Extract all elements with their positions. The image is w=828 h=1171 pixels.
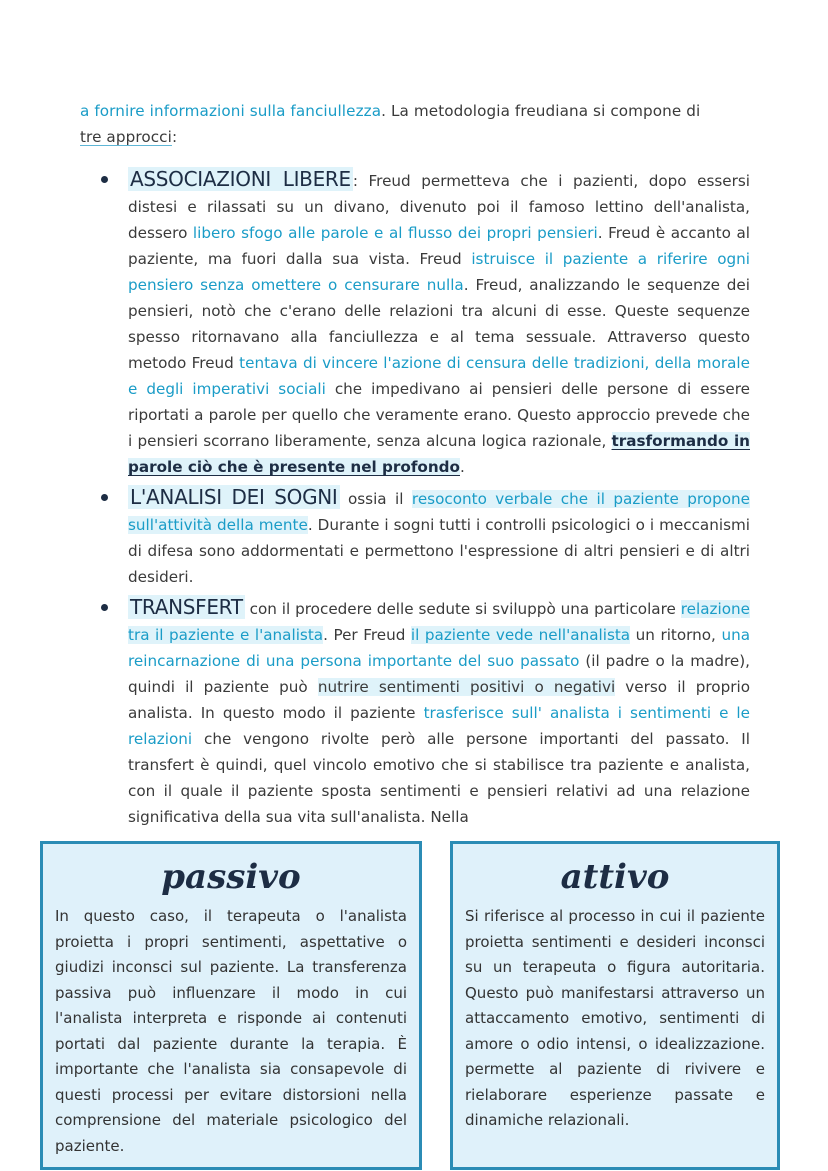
bullet-associazioni-libere [128, 166, 750, 480]
bullet-text: con il procedere delle sedute si sviluppò una particolare [244, 600, 681, 618]
bullet-dot [101, 494, 108, 501]
bullet-heading: ASSOCIAZIONI LIBERE [130, 167, 351, 191]
bullet-text: ossia il [339, 490, 412, 508]
bullet-highlight: il paziente vede nell'analista [410, 626, 631, 644]
bullet-heading: TRANSFERT [130, 595, 243, 619]
bullet-text: . Durante i sogni tutti i controlli psicologici o i meccanismi di difesa sono addormentati e permettono l'espressione di altri pensieri e di altri desideri. [128, 516, 750, 586]
intro-paragraph [80, 98, 750, 150]
bullet-highlight: resoconto verbale che il paziente propone sull'attività della mente [128, 490, 750, 534]
bullet-highlight: una reincarnazione di una persona importante del suo passato [128, 626, 750, 670]
bullet-list-1 [128, 166, 750, 480]
bullet-transfert [128, 594, 750, 830]
box-passivo [40, 841, 422, 1170]
bullet-highlight: trasferisce sull' analista i sentimenti e le relazioni [128, 704, 750, 748]
bullet-heading: L'ANALISI DEI SOGNI [130, 485, 338, 509]
box-title: passivo [161, 857, 301, 897]
intro-colon: : [171, 128, 178, 146]
bullet-list-3 [128, 594, 750, 830]
box-text: In questo caso, il terapeuta o l'analista proietta i propri sentimenti, aspettative o giudizi inconsci sul paziente. La transferenza passiva può influenzare il modo in cui l'analista interpreta e risponde ai contenuti portati dal paziente durante la terapia. È importante che l'analista sia consapevole di questi processi per evitare distorsioni nella comprensione del materiale psicologico del paziente. [55, 907, 407, 1155]
box-text: Si riferisce al processo in cui il paziente proietta sentimenti e desideri inconsci su un terapeuta o figura autoritaria. Questo può manifestarsi attraverso un attaccamento emotivo, sentimenti di amore o odio intensi, o idealizzazione. permette al paziente di rivivere e rielaborare esperienze passate e dinamiche relazionali. [465, 907, 765, 1129]
bullet-list-2 [128, 484, 750, 590]
bullet-dot [101, 176, 108, 183]
bullet-analisi-dei-sogni [128, 484, 750, 590]
box-title: attivo [560, 857, 670, 897]
bullet-text: che vengono rivolte però alle persone importanti del passato. Il transfert è quindi, quel vincolo emotivo che si stabilisce tra paziente e analista, con il quale il paziente sposta sentimenti e pensieri relativi ad una relazione significativa della sua vita sull'analista. Nella [128, 730, 750, 826]
bullet-text: verso il proprio analista. In questo modo il paziente [128, 678, 750, 722]
intro-highlight: a fornire informazioni sulla fanciullezza [80, 102, 382, 120]
bullet-text: . Freud è accanto al paziente, ma fuori dalla sua vista. Freud [128, 224, 750, 268]
bullet-text: un ritorno, [630, 626, 722, 644]
bullet-dot [101, 604, 108, 611]
box-attivo [450, 841, 780, 1170]
bullet-highlight: relazione tra il paziente e l'analista [128, 600, 750, 644]
bullet-highlight: istruisce il paziente a riferire ogni pensiero senza omettere o censurare nulla [128, 250, 750, 294]
bullet-text: . [459, 458, 465, 476]
bullet-text: (il padre o la madre), quindi il paziente può [128, 652, 750, 696]
bullet-highlight: tentava di vincere l'azione di censura delle tradizioni, della morale e degli imperativi sociali [128, 354, 750, 398]
intro-underlined: tre approcci [80, 128, 172, 146]
bullet-text: che impedivano ai pensieri delle persone di essere riportati a parole per quello che veramente erano. Questo approccio prevede che i pensieri scorrano liberamente, senza alcuna logica razionale, [128, 380, 750, 450]
bullet-highlight: libero sfogo alle parole e al flusso dei propri pensieri [192, 224, 598, 242]
bullet-text: . Freud, analizzando le sequenze dei pensieri, notò che c'erano delle relazioni tra alcuni di esse. Queste sequenze spesso ritornavano alla fanciullezza e al tema sessuale. Attraverso questo metodo Freud [128, 276, 750, 372]
bullet-text: : Freud permetteva che i pazienti, dopo essersi distesi e rilassati su un divano, divenuto poi il famoso lettino dell'analista, dessero [128, 172, 750, 242]
bullet-highlight: nutrire sentimenti positivi o negativi [317, 678, 616, 696]
bullet-underlined: trasformando in parole ciò che è presente nel profondo [128, 432, 750, 476]
bullet-text: . Per Freud [323, 626, 411, 644]
intro-text: . La metodologia freudiana si compone di [381, 102, 701, 120]
